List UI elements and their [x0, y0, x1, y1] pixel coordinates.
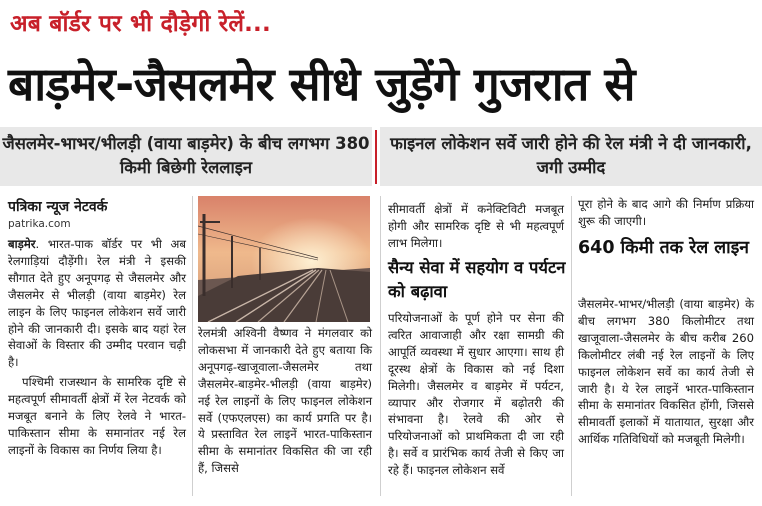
paragraph: पूरा होने के बाद आगे की निर्माण प्रक्रिया शुरू की जाएगी। [578, 197, 754, 228]
deck-right-band [380, 127, 762, 186]
byline: पत्रिका न्यूज नेटवर्क [8, 199, 108, 215]
article-column-1 [8, 236, 186, 459]
site-link[interactable]: patrika.com [8, 218, 71, 230]
paragraph: रेलमंत्री अश्विनी वैष्णव ने मंगलवार को लोकसभा में जानकारी देते हुए बताया कि अनूपगढ़-खाजूवाला-जैसलमेर तथा जैसलमेर-बाड़मेर-भीलड़ी (वाया बाड़मेर) नई रेल लाइनों के लिए फाइनल लोकेशन सर्वे (एफएलएस) का कार्य प्रगति पर है। ये प्रस्तावित रेल लाइनें भारत-पाकिस्तान सीमा के समानांतर विकसित की जा रही हैं, जिससे [198, 326, 372, 476]
railway-photo [198, 196, 370, 322]
column-rule [192, 196, 193, 496]
deck-left-band [0, 127, 372, 186]
deck-right-text: फाइनल लोकेशन सर्वे जारी होने की रेल मंत्री ने दी जानकारी, जगी उम्मीद [390, 134, 752, 177]
deck-left-text: जैसलमेर-भाभर/भीलड़ी (वाया बाड़मेर) के बीच लगभग 380 किमी बिछेगी रेललाइन [2, 134, 370, 177]
kicker-headline: अब बॉर्डर पर भी दौड़ेगी रेलें... [10, 11, 271, 37]
dateline: बाड़मेर [8, 237, 36, 251]
paragraph: पश्चिमी राजस्थान के सामरिक दृष्टि से महत्वपूर्ण सीमावर्ती क्षेत्रों में रेल नेटवर्क को मजबूत बनाने के लिए रेलवे ने भारत-पाकिस्तान सीमा के समानांतर नई रेल लाइनों के विकास का निर्णय लिया है। [8, 375, 186, 457]
paragraph: परियोजनाओं के पूर्ण होने पर सेना की त्वरित आवाजाही और रक्षा सामग्री की आपूर्ति व्यवस्था में सुधार आएगा। साथ ही दूरस्थ क्षेत्रों के विकास को नई दिशा मिलेगी। जैसलमेर व बाड़मेर में पर्यटन, व्यापार और रोजगार में बढ़ोतरी की संभावना है। रेलवे की ओर से परियोजनाओं को प्राथमिकता दी जा रही है। सर्वे व प्रारंभिक कार्य तेजी से किए जा रहे हैं। फाइनल लोकेशन सर्वे [388, 311, 564, 478]
article-column-3 [388, 201, 564, 252]
deck-divider [375, 130, 377, 184]
article-column-2 [198, 325, 372, 477]
main-headline: बाड़मेर-जैसलमेर सीधे जुड़ेंगे गुजरात से [8, 57, 636, 111]
article-column-3-cont [388, 310, 564, 479]
column-rule [571, 196, 572, 496]
railway-track-image [198, 196, 370, 322]
article-column-4 [578, 196, 754, 230]
paragraph: जैसलमेर-भाभर/भीलड़ी (वाया बाड़मेर) के बीच लगभग 380 किलोमीटर तथा खाजूवाला-जैसलमेर के बीच करीब 260 किलोमीटर लंबी नई रेल लाइनों के लिए फाइनल लोकेशन सर्वे का कार्य तेजी से जारी है। ये रेल लाइनें भारत-पाकिस्तान सीमा के समानांतर विकसित होंगी, जिससे सीमावर्ती इलाकों में यातायात, सुरक्षा और आर्थिक गतिविधियों को मजबूती मिलेगी। [578, 297, 754, 447]
paragraph: सीमावर्ती क्षेत्रों में कनेक्टिविटी मजबूत होगी और सामरिक दृष्टि से भी महत्वपूर्ण लाभ मिलेगा। [388, 202, 564, 250]
subheading-640km: 640 किमी तक रेल लाइन [578, 238, 750, 258]
article-column-4-cont [578, 296, 754, 448]
column-rule [380, 196, 381, 496]
subheading-military: सैन्य सेवा में सहयोग व पर्यटन को बढ़ावा [388, 258, 566, 301]
paragraph: . भारत-पाक बॉर्डर पर भी अब रेलगाड़ियां दौड़ेंगी। रेल मंत्री ने इसकी सौगात देते हुए अनूपगढ़ से जैसलमेर और जैसलमेर से भीलड़ी (वाया बाड़मेर) रेल लाइन के लिए फाइनल लोकेशन सर्वे जारी होने की जानकारी दी। इसके बाद यहां रेल सेवाओं के विस्तार की उम्मीद परवान चढ़ी है। [8, 237, 186, 370]
